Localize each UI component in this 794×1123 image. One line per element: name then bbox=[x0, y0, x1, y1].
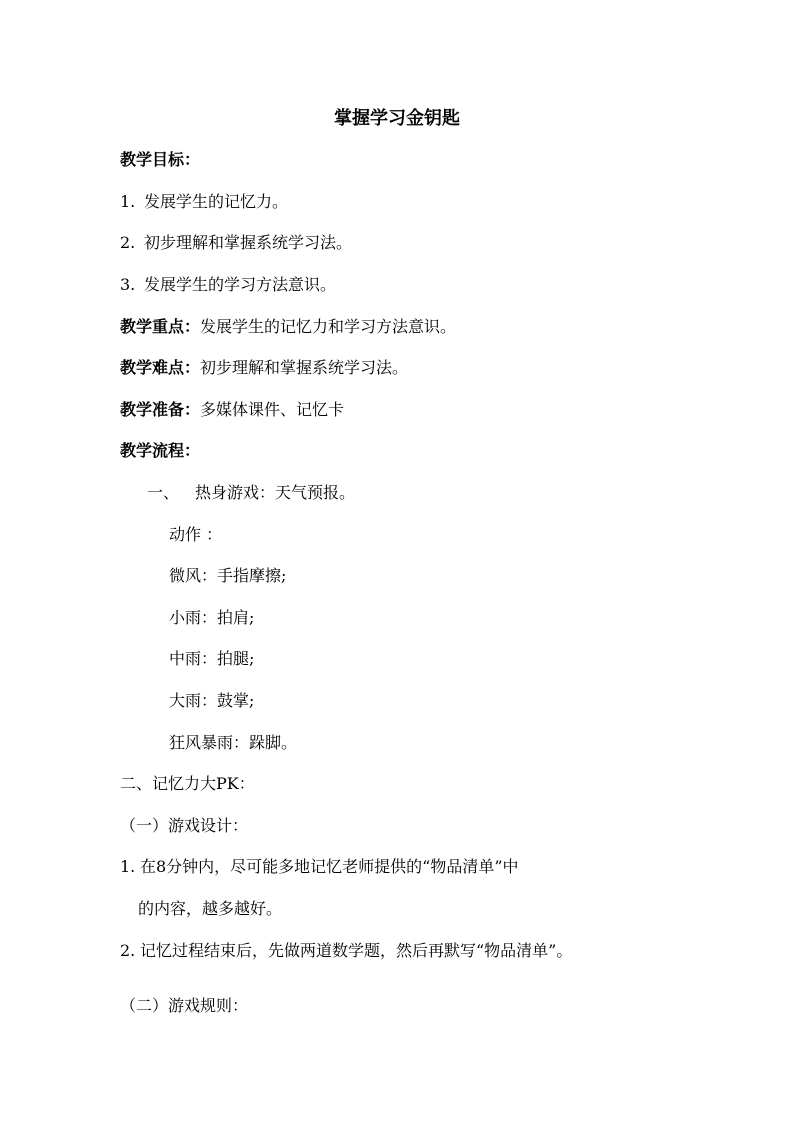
action-item: 小雨：拍肩; bbox=[169, 608, 255, 627]
difficulty-label: 教学难点： bbox=[120, 358, 201, 377]
process-heading: 教学流程： bbox=[120, 441, 201, 460]
action-item: 大雨：鼓掌; bbox=[169, 691, 255, 710]
preparation bbox=[120, 400, 344, 420]
difficulty-text: 初步理解和掌握系统学习法。 bbox=[200, 358, 409, 377]
objective-item bbox=[120, 275, 336, 295]
section-1-text: 热身游戏：天气预报。 bbox=[195, 483, 356, 502]
section-2-heading: 二、记忆力大PK： bbox=[120, 774, 255, 793]
actions-label: 动作 ： bbox=[169, 525, 223, 544]
action-item: 中雨：拍腿; bbox=[169, 649, 255, 668]
game-design-heading: （一）游戏设计： bbox=[120, 816, 249, 835]
objective-item bbox=[120, 233, 352, 253]
objective-text: 发展学生的学习方法意识。 bbox=[144, 275, 337, 294]
rule-text: 在8分钟内，尽可能多地记忆老师提供的“物品清单”中 bbox=[140, 857, 519, 876]
preparation-text: 多媒体课件、记忆卡 bbox=[200, 400, 345, 419]
objective-text: 发展学生的记忆力。 bbox=[144, 192, 289, 211]
objective-number: 2. bbox=[120, 233, 136, 252]
rule-item bbox=[120, 857, 519, 877]
objective-text: 初步理解和掌握系统学习法。 bbox=[144, 233, 353, 252]
rule-number: 2. bbox=[120, 941, 136, 960]
section-1-number: 一、 bbox=[147, 483, 180, 502]
rule-continuation: 的内容，越多越好。 bbox=[138, 899, 283, 918]
preparation-label: 教学准备： bbox=[120, 400, 201, 419]
game-rules-heading: （二）游戏规则： bbox=[120, 996, 249, 1015]
rule-number: 1. bbox=[120, 857, 136, 876]
objective-number: 1. bbox=[120, 192, 136, 211]
page-title: 掌握学习金钥匙 bbox=[334, 108, 460, 129]
difficulty bbox=[120, 358, 408, 378]
key-point-text: 发展学生的记忆力和学习方法意识。 bbox=[200, 317, 457, 336]
objective-number: 3. bbox=[120, 275, 136, 294]
action-item: 微风：手指摩擦; bbox=[169, 566, 287, 585]
rule-item bbox=[120, 941, 572, 961]
key-point bbox=[120, 317, 456, 337]
key-point-label: 教学重点： bbox=[120, 317, 201, 336]
action-item: 狂风暴雨：跺脚。 bbox=[169, 733, 298, 752]
rule-text: 记忆过程结束后，先做两道数学题，然后再默写“物品清单”。 bbox=[140, 941, 573, 960]
objective-item bbox=[120, 192, 288, 212]
objectives-heading: 教学目标： bbox=[120, 150, 201, 169]
section-1-heading bbox=[147, 483, 355, 503]
